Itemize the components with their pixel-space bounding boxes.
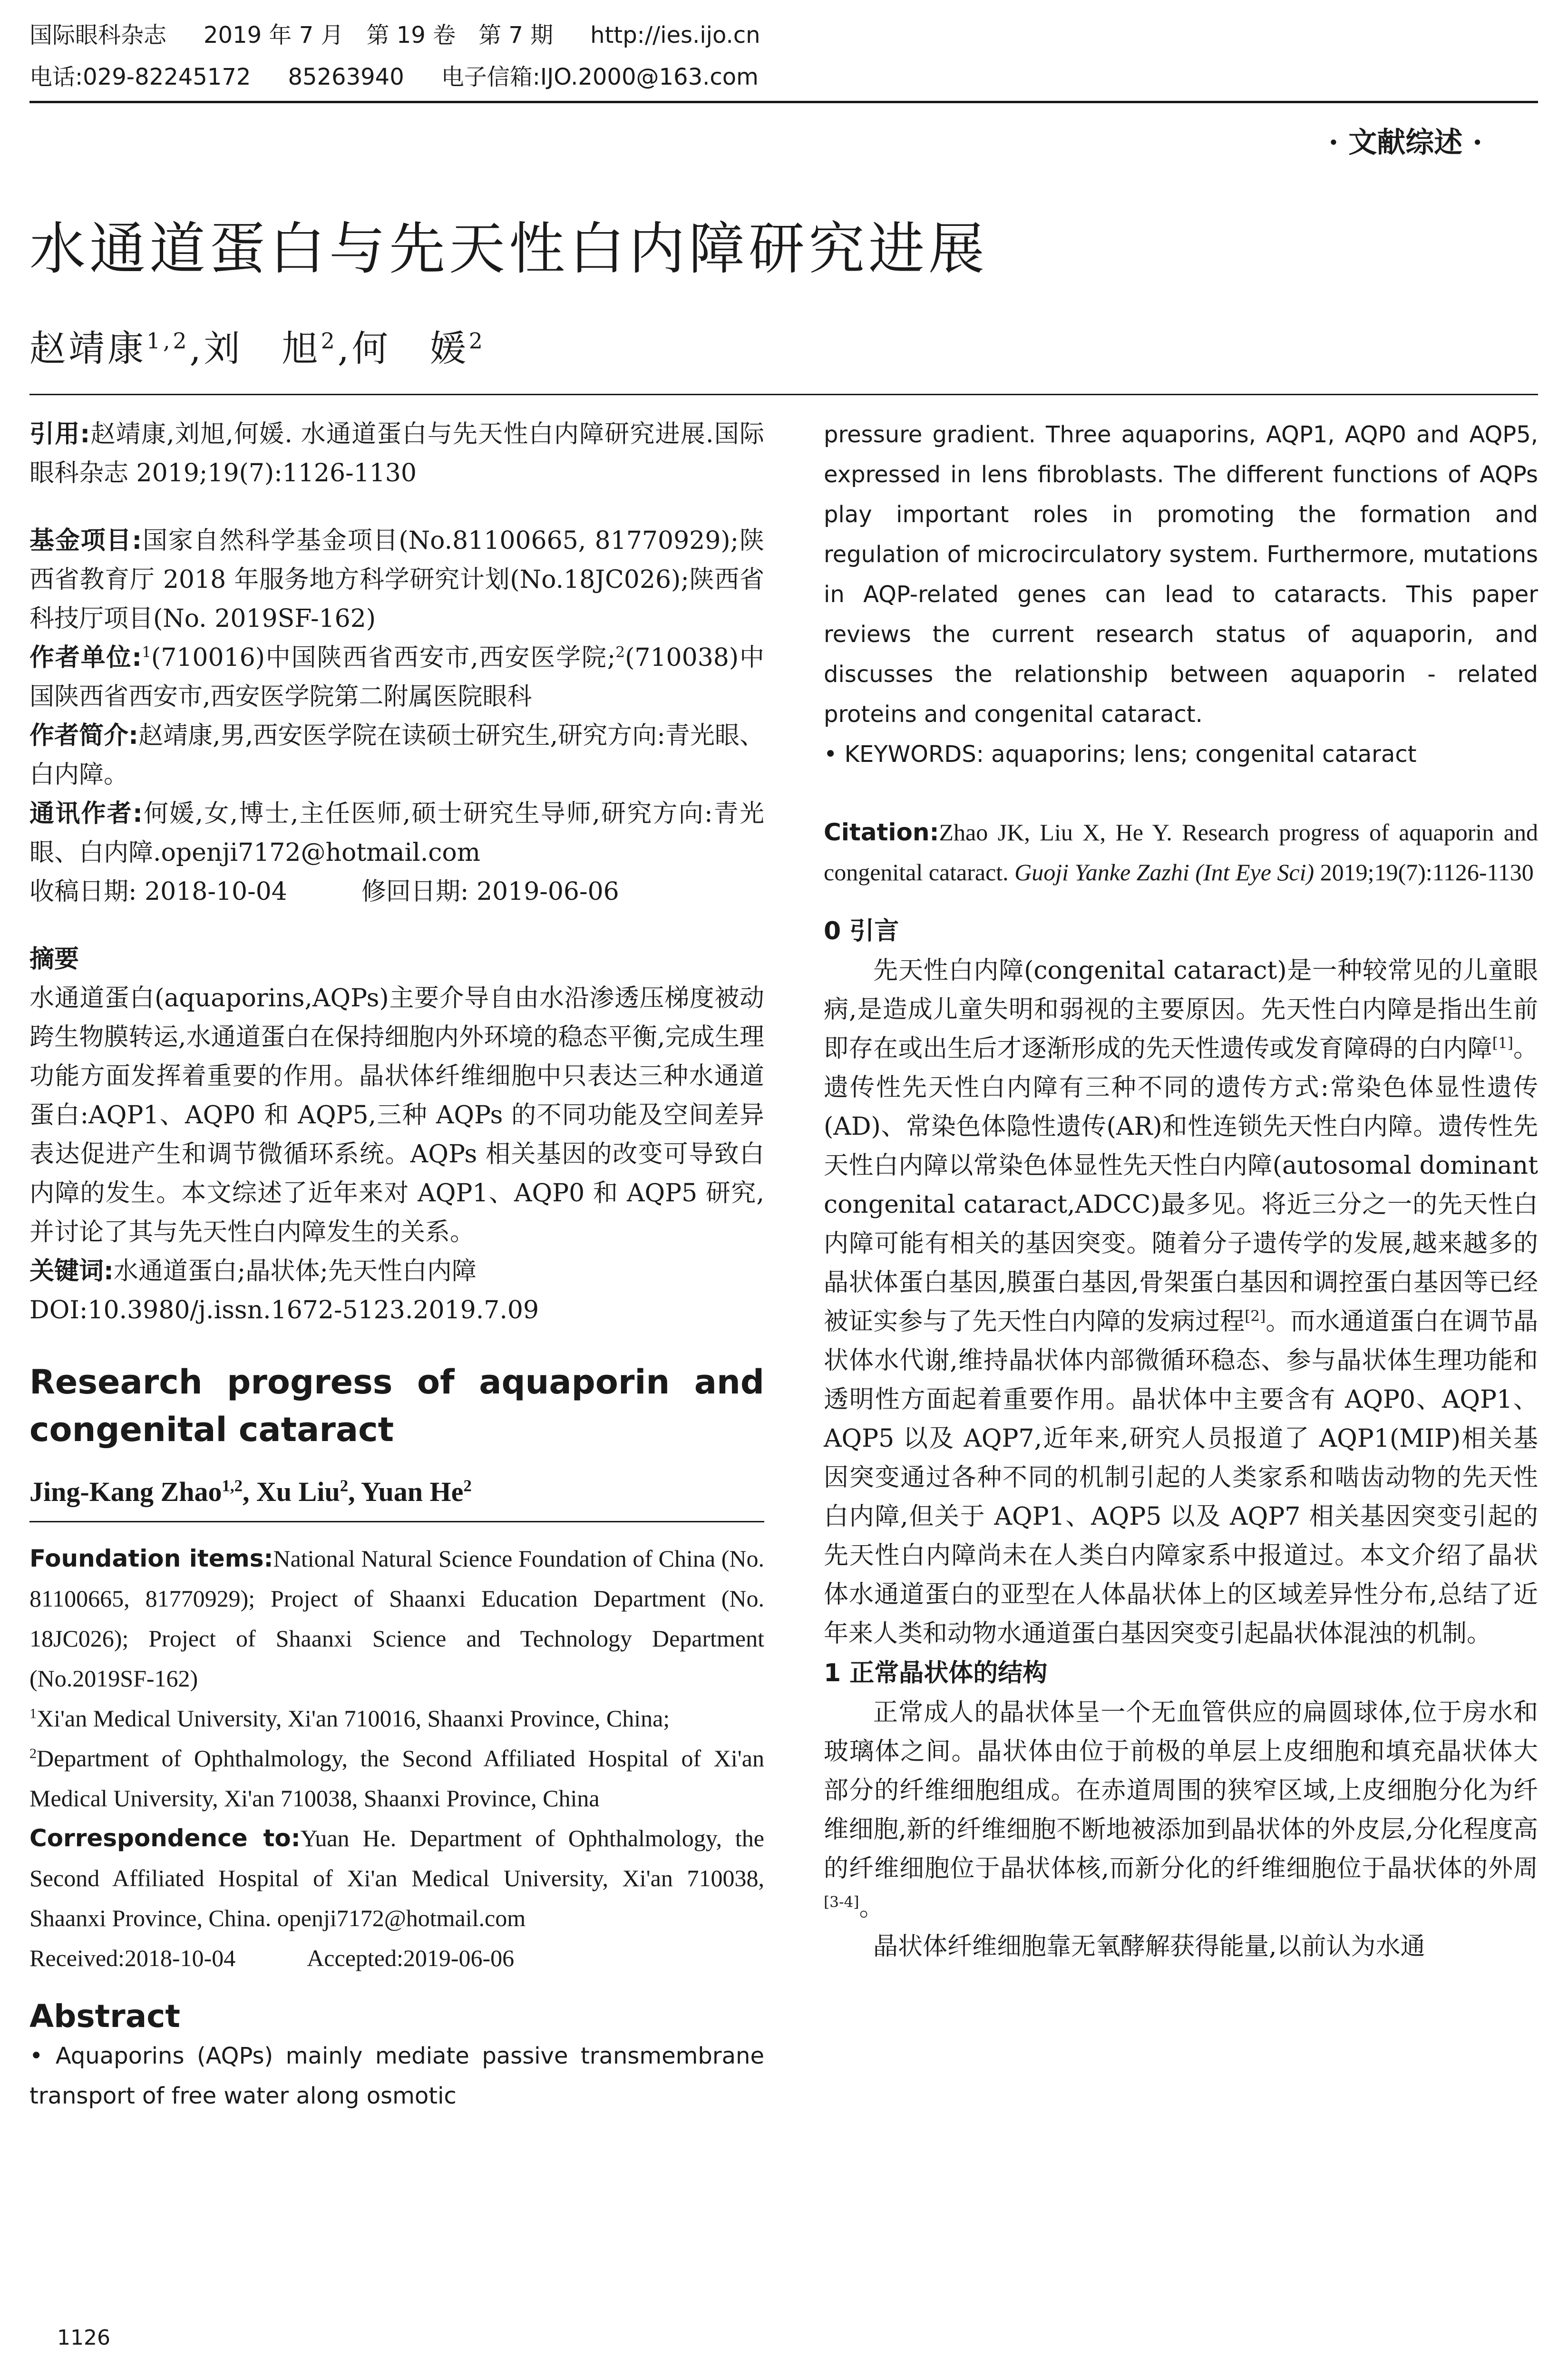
page-number: 1126 bbox=[57, 2326, 110, 2350]
doi: DOI:10.3980/j.issn.1672-5123.2019.7.09 bbox=[29, 1296, 539, 1325]
left-column bbox=[29, 415, 764, 2116]
section-0-heading: 0 引言 bbox=[824, 917, 899, 945]
title-rule bbox=[29, 394, 1538, 395]
lens-structure-paragraph: 正常成人的晶状体呈一个无血管供应的扁圆球体,位于房水和玻璃体之间。晶状体由位于前极的单层上皮细胞和填充晶状体大部分的纤维细胞组成。在赤道周围的狭窄区域,上皮细胞分化为纤维细胞,新的纤维细胞不断地被添加到晶状体的外皮层,分化程度高的纤维细胞位于晶状体核,而新分化的纤维细胞位于晶状体的外周[3-4]。 bbox=[824, 1698, 1538, 1922]
affiliation-en-1: $^1$Xi'an Medical University, Xi'an 710016, Shaanxi Province, China; bbox=[29, 1705, 670, 1732]
journal-name: 国际眼科杂志 bbox=[29, 22, 167, 49]
issue-info: 2019 年 7 月 第 19 卷 第 7 期 bbox=[204, 22, 554, 49]
affiliation-cn: 作者单位:$^1$(710016)中国陕西省西安市,西安医学院;$^2$(710038)中国陕西省西安市,西安医学院第二附属医院眼科 bbox=[29, 643, 764, 711]
lens-fiber-paragraph: 晶状体纤维细胞靠无氧酵解获得能量,以前认为水通 bbox=[873, 1932, 1425, 1961]
running-header-line1 bbox=[29, 18, 798, 52]
affiliation-en-2: $^2$Department of Ophthalmology, the Second Affiliated Hospital of Xi'an Medical University, Xi'an 710038, Shaanxi Province, China bbox=[29, 1745, 764, 1812]
phone: 电话:029-82245172 bbox=[29, 64, 251, 90]
citation-en: Citation:Zhao JK, Liu X, He Y. Research progress of aquaporin and congenital cataract. Guoji Yanke Zazhi (Int Eye Sci) 2019;19(7):1126-1130 bbox=[824, 818, 1538, 886]
dates-en: Received:2018-10-04 Accepted:2019-06-06 bbox=[29, 1945, 515, 1971]
en-rule bbox=[29, 1521, 764, 1522]
abstract-en-continued: pressure gradient. Three aquaporins, AQP1, AQP0 and AQP5, expressed in lens fibroblasts. The different functions of AQPs play important roles in promoting the formation and regulation of microcirculatory system. Furthermore, mutations in AQP-related genes can lead to cataracts. This paper reviews the current research status of aquaporin, and discusses the relationship between aquaporin - related proteins and congenital cataract. bbox=[824, 421, 1538, 728]
section-1-heading: 1 正常晶状体的结构 bbox=[824, 1659, 1048, 1687]
correspondence-cn: 通讯作者:何媛,女,博士,主任医师,硕士研究生导师,研究方向:青光眼、白内障.openji7172@hotmail.com bbox=[29, 799, 765, 867]
phone-2: 85263940 bbox=[288, 64, 404, 90]
author-bio-cn: 作者简介:赵靖康,男,西安医学院在读硕士研究生,研究方向:青光眼、白内障。 bbox=[29, 721, 765, 789]
email: 电子信箱:IJO.2000@163.com bbox=[441, 64, 759, 90]
abstract-heading-cn: 摘要 bbox=[29, 945, 79, 974]
title-en: Research progress of aquaporin and congenital cataract bbox=[29, 1363, 764, 1449]
journal-url: http://ies.ijo.cn bbox=[590, 22, 760, 49]
abstract-heading-en: Abstract bbox=[29, 1998, 180, 2035]
right-column bbox=[824, 415, 1538, 1966]
foundation-cn: 基金项目:国家自然科学基金项目(No.81100665, 81770929);陕西省教育厅 2018 年服务地方科学研究计划(No.18JC026);陕西省科技厅项目(No. 2019SF-162) bbox=[29, 526, 764, 633]
dates-cn: 收稿日期: 2018-10-04 修回日期: 2019-06-06 bbox=[29, 877, 619, 906]
correspondence-en: Correspondence to:Yuan He. Department of Ophthalmology, the Second Affiliated Hospital of Xi'an Medical University, Xi'an 710038, Shaanxi Province, China. openji7172@hotmail.com bbox=[29, 1824, 764, 1931]
running-header-line2 bbox=[29, 60, 796, 94]
citation-cn: 引用:赵靖康,刘旭,何媛. 水通道蛋白与先天性白内障研究进展.国际眼科杂志 2019;19(7):1126-1130 bbox=[29, 420, 764, 487]
section-tag: · 文献综述 · bbox=[1328, 126, 1482, 159]
keywords-en: • KEYWORDS: aquaporins; lens; congenital cataract bbox=[824, 741, 1417, 768]
authors-cn: 赵靖康$^{1,2}$,刘 旭$^2$,何 媛$^2$ bbox=[29, 327, 486, 370]
foundation-en: Foundation items:National Natural Science Foundation of China (No. 81100665, 81770929); Project of Shaanxi Education Department (No. 18JC026); Project of Shaanxi Science and Technology Department (No.2019SF-162) bbox=[29, 1545, 764, 1692]
page-title: 水通道蛋白与先天性白内障研究进展 bbox=[29, 216, 989, 282]
header-rule bbox=[29, 101, 1538, 103]
authors-en: Jing-Kang Zhao$^{1,2}$, Xu Liu$^2$, Yuan He$^2$ bbox=[29, 1476, 472, 1507]
intro-paragraph: 先天性白内障(congenital cataract)是一种较常见的儿童眼病,是造成儿童失明和弱视的主要原因。先天性白内障是指出生前即存在或出生后才逐渐形成的先天性遗传或发育障碍的白内障[1]。遗传性先天性白内障有三种不同的遗传方式:常染色体显性遗传(AD)、常染色体隐性遗传(AR)和性连锁先天性白内障。遗传性先天性白内障以常染色体显性先天性白内障(autosomal dominant congenital cataract,ADCC)最多见。将近三分之一的先天性白内障可能有相关的基因突变。随着分子遗传学的发展,越来越多的晶状体蛋白基因,膜蛋白基因,骨架蛋白基因和调控蛋白基因等已经被证实参与了先天性白内障的发病过程[2]。而水通道蛋白在调节晶状体水代谢,维持晶状体内部微循环稳态、参与晶状体生理功能和透明性方面起着重要作用。晶状体中主要含有 AQP0、AQP1、AQP5 以及 AQP7,近年来,研究人员报道了 AQP1(MIP)相关基因突变通过各种不同的机制引起的人类家系和啮齿动物的先天性白内障,但关于 AQP1、AQP5 以及 AQP7 相关基因突变引起的先天性白内障尚未在人类白内障家系中报道过。本文介绍了晶状体水通道蛋白的亚型在人体晶状体上的区域差异性分布,总结了近年来人类和动物水通道蛋白基因突变引起晶状体混浊的机制。 bbox=[824, 956, 1538, 1648]
abstract-cn: 水通道蛋白(aquaporins,AQPs)主要介导自由水沿渗透压梯度被动跨生物膜转运,水通道蛋白在保持细胞内外环境的稳态平衡,完成生理功能方面发挥着重要的作用。晶状体纤维细胞中只表达三种水通道蛋白:AQP1、AQP0 和 AQP5,三种 AQPs 的不同功能及空间差异表达促进产生和调节微循环系统。AQPs 相关基因的改变可导致白内障的发生。本文综述了近年来对 AQP1、AQP0 和 AQP5 研究,并讨论了其与先天性白内障发生的关系。 bbox=[29, 984, 764, 1247]
abstract-en-start: • Aquaporins (AQPs) mainly mediate passive transmembrane transport of free water along osmotic bbox=[29, 2043, 764, 2109]
keywords-cn: 关键词:水通道蛋白;晶状体;先天性白内障 bbox=[29, 1257, 477, 1286]
